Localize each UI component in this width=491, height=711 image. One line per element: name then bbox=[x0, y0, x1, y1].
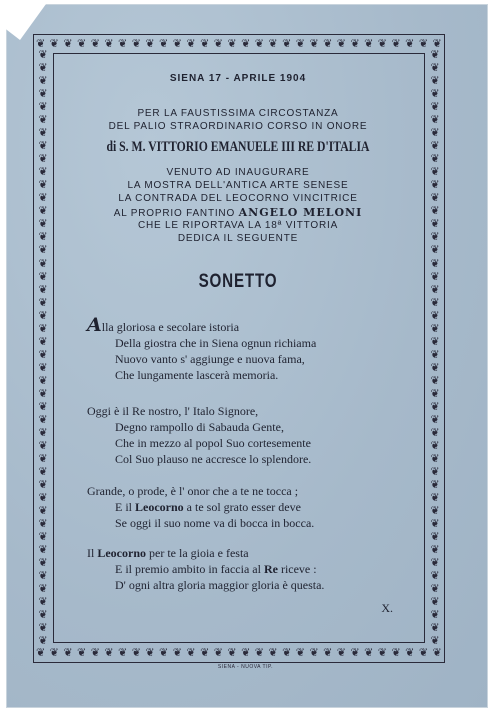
re-keyword: Re bbox=[263, 562, 278, 576]
leaf-ornament-icon: ❦ bbox=[38, 269, 48, 283]
leaf-ornament-icon: ❦ bbox=[309, 37, 319, 50]
leaf-ornament-icon: ❦ bbox=[323, 646, 333, 659]
leaf-ornament-icon: ❦ bbox=[430, 451, 440, 465]
document-body bbox=[53, 53, 423, 641]
leaf-ornament-icon: ❦ bbox=[159, 646, 169, 659]
leaf-ornament-icon: ❦ bbox=[38, 412, 48, 426]
leaf-ornament-icon: ❦ bbox=[405, 646, 415, 659]
leaf-ornament-icon: ❦ bbox=[38, 360, 48, 374]
leaf-ornament-icon: ❦ bbox=[172, 646, 182, 659]
leaf-ornament-icon: ❦ bbox=[38, 425, 48, 439]
leaf-ornament-icon: ❦ bbox=[38, 308, 48, 322]
leaf-ornament-icon: ❦ bbox=[430, 74, 440, 88]
leaf-ornament-icon: ❦ bbox=[295, 37, 305, 50]
leaf-ornament-icon: ❦ bbox=[38, 87, 48, 101]
leaf-ornament-icon: ❦ bbox=[213, 646, 223, 659]
leaf-ornament-icon: ❦ bbox=[430, 634, 440, 648]
leaf-ornament-icon: ❦ bbox=[391, 37, 401, 50]
drop-cap: A bbox=[87, 314, 102, 336]
leaf-ornament-icon: ❦ bbox=[430, 465, 440, 478]
leaf-ornament-icon: ❦ bbox=[405, 37, 415, 50]
leaf-ornament-icon: ❦ bbox=[241, 646, 251, 659]
poem-line: Col Suo plauso ne accresce lo splendore. bbox=[115, 452, 312, 466]
leaf-ornament-icon: ❦ bbox=[418, 646, 429, 659]
leaf-ornament-icon: ❦ bbox=[145, 646, 155, 659]
leaf-ornament-icon: ❦ bbox=[430, 308, 440, 322]
poem-line: Alla gloriosa e secolare istoria bbox=[87, 314, 240, 336]
leaf-ornament-icon: ❦ bbox=[350, 646, 360, 659]
poem-line: Il Leocorno per te la gioia e festa bbox=[87, 546, 249, 560]
signature: X. bbox=[381, 601, 393, 615]
ornament-bottom bbox=[34, 646, 444, 660]
leaf-ornament-icon: ❦ bbox=[430, 269, 440, 283]
leaf-ornament-icon: ❦ bbox=[38, 504, 48, 518]
ornament-right bbox=[428, 49, 442, 648]
jockey-name: ANGELO MELONI bbox=[238, 206, 363, 219]
poem-line: E il Leocorno a te sol grato esser deve bbox=[115, 500, 301, 514]
leaf-ornament-icon: ❦ bbox=[430, 412, 440, 426]
poem-line: Oggi è il Re nostro, l' Italo Signore, bbox=[87, 404, 259, 418]
leaf-ornament-icon: ❦ bbox=[118, 646, 128, 659]
leaf-ornament-icon: ❦ bbox=[430, 517, 440, 531]
poem-line: Grande, o prode, è l' onor che a te ne tocca ; bbox=[87, 484, 299, 498]
leaf-ornament-icon: ❦ bbox=[38, 347, 48, 361]
leaf-ornament-icon: ❦ bbox=[145, 37, 155, 50]
leaf-ornament-icon: ❦ bbox=[430, 530, 440, 544]
leaf-ornament-icon: ❦ bbox=[430, 504, 440, 518]
leaf-ornament-icon: ❦ bbox=[186, 646, 196, 659]
leaf-ornament-icon: ❦ bbox=[391, 646, 401, 659]
leaf-ornament-icon: ❦ bbox=[430, 100, 440, 114]
leaf-ornament-icon: ❦ bbox=[430, 295, 440, 309]
poem-line: E il premio ambito in faccia al Re riceve : bbox=[115, 562, 317, 576]
leaf-ornament-icon: ❦ bbox=[432, 646, 442, 659]
leaf-ornament-icon: ❦ bbox=[38, 100, 48, 114]
poem-line: Se oggi il suo nome va di bocca in bocca. bbox=[115, 516, 315, 530]
leaf-ornament-icon: ❦ bbox=[227, 37, 237, 50]
leaf-ornament-icon: ❦ bbox=[323, 37, 333, 50]
leaf-ornament-icon: ❦ bbox=[38, 608, 48, 622]
leaf-ornament-icon: ❦ bbox=[268, 37, 278, 50]
leaf-ornament-icon: ❦ bbox=[38, 139, 48, 153]
leaf-ornament-icon: ❦ bbox=[432, 37, 442, 50]
leaf-ornament-icon: ❦ bbox=[282, 37, 292, 50]
leaf-ornament-icon: ❦ bbox=[38, 634, 48, 648]
leaf-ornament-icon: ❦ bbox=[430, 321, 440, 335]
leaf-ornament-icon: ❦ bbox=[430, 152, 440, 166]
leaf-ornament-icon: ❦ bbox=[90, 37, 100, 50]
poem-line: D' ogni altra gloria maggior gloria è questa. bbox=[115, 578, 325, 592]
leaf-ornament-icon: ❦ bbox=[36, 37, 46, 50]
leaf-ornament-icon: ❦ bbox=[227, 646, 237, 659]
leaf-ornament-icon: ❦ bbox=[430, 373, 440, 387]
leaf-ornament-icon: ❦ bbox=[309, 646, 319, 659]
leaf-ornament-icon: ❦ bbox=[430, 217, 440, 231]
leaf-ornament-icon: ❦ bbox=[49, 646, 59, 659]
leaf-ornament-icon: ❦ bbox=[38, 373, 48, 387]
leaf-ornament-icon: ❦ bbox=[38, 295, 48, 309]
leaf-ornament-icon: ❦ bbox=[430, 126, 440, 140]
leaf-ornament-icon: ❦ bbox=[430, 61, 440, 75]
leaf-ornament-icon: ❦ bbox=[200, 646, 210, 659]
ornament-left bbox=[36, 49, 50, 648]
leaf-ornament-icon: ❦ bbox=[213, 37, 223, 50]
leaf-ornament-icon: ❦ bbox=[430, 595, 440, 609]
intro-line-2: DEL PALIO STRAORDINARIO CORSO IN ONORE bbox=[108, 121, 368, 132]
intro-line-1: PER LA FAUSTISSIMA CIRCOSTANZA bbox=[137, 108, 339, 119]
leaf-ornament-icon: ❦ bbox=[430, 87, 440, 101]
leaf-ornament-icon: ❦ bbox=[38, 321, 48, 335]
stanza-1 bbox=[87, 314, 417, 383]
leaf-ornament-icon: ❦ bbox=[430, 334, 440, 348]
leaf-ornament-icon: ❦ bbox=[38, 543, 48, 557]
leaf-ornament-icon: ❦ bbox=[430, 191, 440, 205]
leaf-ornament-icon: ❦ bbox=[38, 556, 48, 570]
leaf-ornament-icon: ❦ bbox=[38, 438, 48, 452]
leaf-ornament-icon: ❦ bbox=[430, 543, 440, 557]
leaf-ornament-icon: ❦ bbox=[430, 282, 440, 296]
mid-line-1: VENUTO AD INAUGURARE bbox=[166, 167, 310, 178]
leaf-ornament-icon: ❦ bbox=[241, 37, 251, 50]
leaf-ornament-icon: ❦ bbox=[430, 113, 440, 127]
leaf-ornament-icon: ❦ bbox=[63, 37, 73, 50]
leaf-ornament-icon: ❦ bbox=[200, 37, 210, 50]
poem-line: Nuovo vanto s' aggiunge e nuova fama, bbox=[115, 352, 305, 366]
leaf-ornament-icon: ❦ bbox=[38, 256, 48, 270]
leaf-ornament-icon: ❦ bbox=[63, 646, 73, 659]
leaf-ornament-icon: ❦ bbox=[38, 399, 48, 413]
leaf-ornament-icon: ❦ bbox=[104, 37, 114, 50]
leaf-ornament-icon: ❦ bbox=[38, 191, 48, 205]
jockey-line bbox=[53, 206, 423, 219]
leaf-ornament-icon: ❦ bbox=[430, 360, 440, 374]
leaf-ornament-icon: ❦ bbox=[38, 334, 48, 348]
leaf-ornament-icon: ❦ bbox=[38, 49, 48, 61]
leocorno-keyword: Leocorno bbox=[97, 546, 146, 560]
leaf-ornament-icon: ❦ bbox=[38, 217, 48, 231]
leaf-ornament-icon: ❦ bbox=[430, 49, 440, 61]
printer-imprint: SIENA - NUOVA TIP. bbox=[217, 664, 274, 670]
leaf-ornament-icon: ❦ bbox=[254, 37, 264, 50]
leaf-ornament-icon: ❦ bbox=[49, 37, 59, 50]
leaf-ornament-icon: ❦ bbox=[38, 243, 48, 257]
title-wrap bbox=[53, 271, 423, 293]
leaf-ornament-icon: ❦ bbox=[430, 621, 440, 635]
mid-line-2: LA MOSTRA DELL'ANTICA ARTE SENESE bbox=[127, 180, 349, 191]
leaf-ornament-icon: ❦ bbox=[38, 530, 48, 544]
leaf-ornament-icon: ❦ bbox=[90, 646, 100, 659]
leaf-ornament-icon: ❦ bbox=[36, 646, 46, 659]
leaf-ornament-icon: ❦ bbox=[430, 386, 440, 400]
leaf-ornament-icon: ❦ bbox=[430, 608, 440, 622]
leaf-ornament-icon: ❦ bbox=[430, 256, 440, 270]
leaf-ornament-icon: ❦ bbox=[38, 621, 48, 635]
leaf-ornament-icon: ❦ bbox=[38, 152, 48, 166]
leaf-ornament-icon: ❦ bbox=[430, 582, 440, 596]
leaf-ornament-icon: ❦ bbox=[336, 37, 346, 50]
leaf-ornament-icon: ❦ bbox=[418, 37, 429, 50]
leaf-ornament-icon: ❦ bbox=[77, 37, 87, 50]
leaf-ornament-icon: ❦ bbox=[38, 491, 48, 505]
victory-line: CHE LE RIPORTAVA LA 18ª VITTORIA bbox=[137, 220, 339, 231]
king-line: di S. M. VITTORIO EMANUELE III RE D'ITALIA bbox=[106, 139, 370, 155]
leaf-ornament-icon: ❦ bbox=[430, 165, 440, 179]
leaf-ornament-icon: ❦ bbox=[295, 646, 305, 659]
leaf-ornament-icon: ❦ bbox=[430, 243, 440, 257]
dedica-line: DEDICA IL SEGUENTE bbox=[177, 233, 299, 244]
leaf-ornament-icon: ❦ bbox=[38, 165, 48, 179]
poem-line: Degno rampollo di Sabauda Gente, bbox=[115, 420, 284, 434]
ornament-top bbox=[34, 37, 444, 51]
date-line: SIENA 17 - APRILE 1904 bbox=[169, 73, 307, 84]
leaf-ornament-icon: ❦ bbox=[38, 386, 48, 400]
leaf-ornament-icon: ❦ bbox=[430, 569, 440, 583]
leaf-ornament-icon: ❦ bbox=[364, 646, 374, 659]
leocorno-keyword: Leocorno bbox=[135, 500, 184, 514]
leaf-ornament-icon: ❦ bbox=[430, 491, 440, 505]
leaf-ornament-icon: ❦ bbox=[38, 61, 48, 75]
leaf-ornament-icon: ❦ bbox=[430, 139, 440, 153]
leaf-ornament-icon: ❦ bbox=[430, 399, 440, 413]
leaf-ornament-icon: ❦ bbox=[430, 438, 440, 452]
leaf-ornament-icon: ❦ bbox=[336, 646, 346, 659]
stanza-4 bbox=[87, 545, 417, 593]
leaf-ornament-icon: ❦ bbox=[430, 425, 440, 439]
leaf-ornament-icon: ❦ bbox=[430, 230, 440, 244]
leaf-ornament-icon: ❦ bbox=[377, 37, 388, 50]
leaf-ornament-icon: ❦ bbox=[38, 204, 48, 218]
leaf-ornament-icon: ❦ bbox=[38, 465, 48, 478]
leaf-ornament-icon: ❦ bbox=[38, 478, 48, 492]
poem-title: SONETTO bbox=[198, 271, 278, 292]
leaf-ornament-icon: ❦ bbox=[38, 113, 48, 127]
leaf-ornament-icon: ❦ bbox=[38, 517, 48, 531]
leaf-ornament-icon: ❦ bbox=[159, 37, 169, 50]
poem-line: Che lungamente lascerà memoria. bbox=[115, 368, 279, 382]
king-line-wrap bbox=[53, 139, 423, 156]
leaf-ornament-icon: ❦ bbox=[430, 556, 440, 570]
poem-line: Che in mezzo al popol Suo cortesemente bbox=[115, 436, 311, 450]
leaf-ornament-icon: ❦ bbox=[104, 646, 114, 659]
leaf-ornament-icon: ❦ bbox=[364, 37, 374, 50]
leaf-ornament-icon: ❦ bbox=[118, 37, 128, 50]
leaf-ornament-icon: ❦ bbox=[38, 126, 48, 140]
leaf-ornament-icon: ❦ bbox=[282, 646, 292, 659]
leaf-ornament-icon: ❦ bbox=[186, 37, 196, 50]
leaf-ornament-icon: ❦ bbox=[430, 178, 440, 192]
leaf-ornament-icon: ❦ bbox=[131, 646, 141, 659]
leaf-ornament-icon: ❦ bbox=[430, 347, 440, 361]
leaf-ornament-icon: ❦ bbox=[172, 37, 182, 50]
leaf-ornament-icon: ❦ bbox=[38, 230, 48, 244]
leaf-ornament-icon: ❦ bbox=[131, 37, 141, 50]
leaf-ornament-icon: ❦ bbox=[268, 646, 278, 659]
leaf-ornament-icon: ❦ bbox=[38, 451, 48, 465]
jockey-prefix: AL PROPRIO FANTINO bbox=[113, 208, 236, 219]
leaf-ornament-icon: ❦ bbox=[430, 478, 440, 492]
leaf-ornament-icon: ❦ bbox=[254, 646, 264, 659]
leaf-ornament-icon: ❦ bbox=[377, 646, 388, 659]
mid-line-3: LA CONTRADA DEL LEOCORNO VINCITRICE bbox=[118, 193, 358, 204]
leaf-ornament-icon: ❦ bbox=[38, 178, 48, 192]
leaf-ornament-icon: ❦ bbox=[77, 646, 87, 659]
poem-line: Della giostra che in Siena ognun richiama bbox=[115, 336, 317, 350]
leaf-ornament-icon: ❦ bbox=[38, 282, 48, 296]
leaf-ornament-icon: ❦ bbox=[38, 582, 48, 596]
leaf-ornament-icon: ❦ bbox=[38, 74, 48, 88]
leaf-ornament-icon: ❦ bbox=[38, 569, 48, 583]
leaf-ornament-icon: ❦ bbox=[430, 204, 440, 218]
stanza-2 bbox=[87, 403, 417, 467]
leaf-ornament-icon: ❦ bbox=[38, 595, 48, 609]
stanza-3 bbox=[87, 483, 417, 531]
leaf-ornament-icon: ❦ bbox=[350, 37, 360, 50]
